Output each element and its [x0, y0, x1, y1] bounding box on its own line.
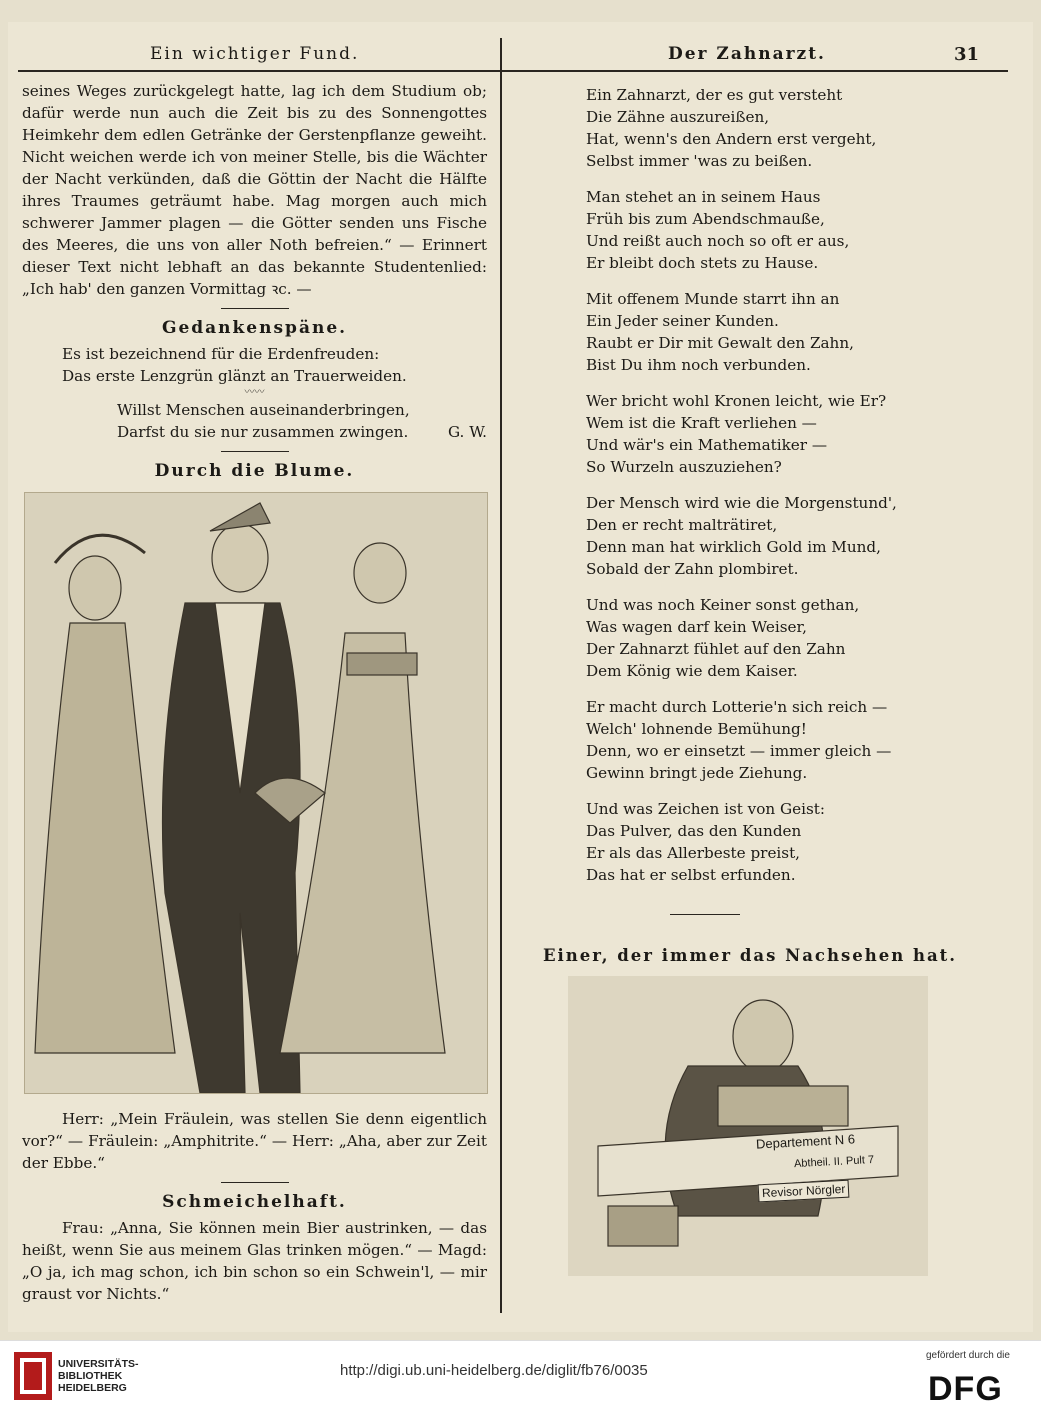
verse-line: Früh bis zum Abendschmauße, [586, 210, 825, 228]
right-column [572, 84, 947, 900]
blume-illustration [24, 492, 488, 1094]
verse-line: Er macht durch Lotterie'n sich reich — [586, 698, 888, 716]
stanza-6 [586, 594, 947, 682]
logo-line-3: HEIDELBERG [58, 1382, 127, 1394]
university-logo-text [58, 1358, 139, 1394]
stanza-5 [586, 492, 947, 580]
revisor-illustration [568, 976, 928, 1276]
verse-line: Willst Menschen auseinanderbringen, [117, 401, 410, 419]
verse-line: Die Zähne auszureißen, [586, 108, 770, 126]
desk-sign-section: Abtheil. II. Pult 7 [793, 1153, 875, 1171]
verse-line: Gewinn bringt jede Ziehung. [586, 764, 808, 782]
verse-line: Wem ist die Kraft verliehen — [586, 414, 817, 432]
dfg-logo: DFG [928, 1370, 1003, 1408]
gedanken-verse-2 [22, 399, 487, 443]
verse-line: Ein Zahnarzt, der es gut versteht [586, 86, 843, 104]
right-running-title: Der Zahnarzt. [668, 44, 826, 64]
section-rule [221, 308, 289, 309]
verse-line: Und was noch Keiner sonst gethan, [586, 596, 860, 614]
funded-by-text: gefördert durch die [926, 1350, 1010, 1361]
section-rule [670, 914, 740, 915]
fund-paragraph: seines Weges zurückgelegt hatte, lag ich dem Studium ob; dafür werde nun auch die Zeit bis zu des Sonnengottes Heimkehr dem edlen Getränke der Gerstenpflanze geweiht. Nicht weichen werde ich von meiner Stelle, bis die Wächter der Nacht verkünden, daß die Göttin der Nacht die Hälfte ihres Traumes geträumt habe. Mag morgen auch mich schwerer Jammer plagen — die Götter senden uns Fische des Meeres, die uns von aller Noth befreien.“ — Erinnert dieser Text nicht lebhaft an das bekannte Studentenlied: „Ich hab' den ganzen Vormittag ꝛc. — [22, 82, 487, 298]
verse-line: Dem König wie dem Kaiser. [586, 662, 798, 680]
column-divider [500, 38, 502, 1313]
stanza-2 [586, 186, 947, 274]
blume-drawing [25, 493, 487, 1093]
header-rule [18, 70, 1008, 72]
verse-line: Das Pulver, das den Kunden [586, 822, 802, 840]
blume-caption: Herr: „Mein Fräulein, was stellen Sie denn eigentlich vor?“ — Fräulein: „Amphitrite.“ — Herr: „Aha, aber zur Zeit der Ebbe.“ [22, 1110, 487, 1172]
verse-line: Und reißt auch noch so oft er aus, [586, 232, 850, 250]
stanza-3 [586, 288, 947, 376]
page-number: 31 [954, 44, 980, 65]
verse-line: Raubt er Dir mit Gewalt den Zahn, [586, 334, 854, 352]
verse-line [117, 421, 487, 443]
schmeichel-paragraph: Frau: „Anna, Sie können mein Bier austrinken, — das heißt, wenn Sie aus meinem Glas trinken mögen.“ — Magd: „O ja, ich mag schon, ich bin schon so ein Schwein'l, — mir graust vor Nichts.“ [22, 1219, 487, 1303]
verse-line: Und wär's ein Mathematiker — [586, 436, 828, 454]
desk-sign-name: Revisor Nörgler [758, 1180, 850, 1203]
verse-line: Und was Zeichen ist von Geist: [586, 800, 825, 818]
verse-line: Denn man hat wirklich Gold im Mund, [586, 538, 881, 556]
verse-line: Welch' lohnende Bemühung! [586, 720, 807, 738]
stanza-7 [586, 696, 947, 784]
verse-line: Man stehet an in seinem Haus [586, 188, 821, 206]
gedanken-verse-1 [22, 343, 487, 387]
verse-line: Denn, wo er einsetzt — immer gleich — [586, 742, 892, 760]
nachsehen-title: Einer, der immer das Nachsehen hat. [542, 946, 958, 965]
verse-line: Das erste Lenzgrün glänzt an Trauerweiden. [62, 367, 407, 385]
logo-line-1: UNIVERSITÄTS- [58, 1358, 139, 1370]
blume-title: Durch die Blume. [154, 461, 355, 481]
revisor-drawing [568, 976, 928, 1276]
left-running-title: Ein wichtiger Fund. [150, 44, 360, 64]
left-column-top [22, 80, 487, 486]
source-url-link[interactable]: http://digi.ub.uni-heidelberg.de/diglit/fb76/0035 [340, 1362, 648, 1379]
verse-line: Er bleibt doch stets zu Hause. [586, 254, 819, 272]
section-rule [221, 1182, 289, 1183]
schmeichel-title: Schmeichelhaft. [162, 1192, 347, 1212]
verse-line: Mit offenem Munde starrt ihn an [586, 290, 840, 308]
verse-line: So Wurzeln auszuziehen? [586, 458, 782, 476]
verse-line: Bist Du ihm noch verbunden. [586, 356, 811, 374]
verse-line: Den er recht malträtiret, [586, 516, 778, 534]
left-column-bottom [22, 1108, 487, 1305]
desk-sign-department: Departement N 6 [755, 1131, 856, 1152]
verse-line: Es ist bezeichnend für die Erdenfreuden: [62, 345, 380, 363]
stanza-8 [586, 798, 947, 886]
ornament-divider: 〰〰 [244, 387, 265, 398]
gedanken-title: Gedankenspäne. [161, 318, 348, 338]
stanza-4 [586, 390, 947, 478]
verse-line: Das hat er selbst erfunden. [586, 866, 796, 884]
verse-line: Was wagen darf kein Weiser, [586, 618, 807, 636]
verse-line: Ein Jeder seiner Kunden. [586, 312, 779, 330]
verse-line: Hat, wenn's den Andern erst vergeht, [586, 130, 877, 148]
verse-line: Sobald der Zahn plombiret. [586, 560, 799, 578]
footer-bar [0, 1340, 1041, 1419]
logo-line-2: BIBLIOTHEK [58, 1370, 123, 1382]
university-seal-icon [14, 1352, 52, 1400]
verse-line: Selbst immer 'was zu beißen. [586, 152, 813, 170]
signature: G. W. [447, 423, 487, 441]
stanza-1 [586, 84, 947, 172]
verse-line: Er als das Allerbeste preist, [586, 844, 801, 862]
verse-line: Der Zahnarzt fühlet auf den Zahn [586, 640, 846, 658]
verse-line: Wer bricht wohl Kronen leicht, wie Er? [586, 392, 887, 410]
verse-line: Der Mensch wird wie die Morgenstund', [586, 494, 897, 512]
verse-line-text: Darfst du sie nur zusammen zwingen. [117, 423, 409, 441]
section-rule [221, 451, 289, 452]
